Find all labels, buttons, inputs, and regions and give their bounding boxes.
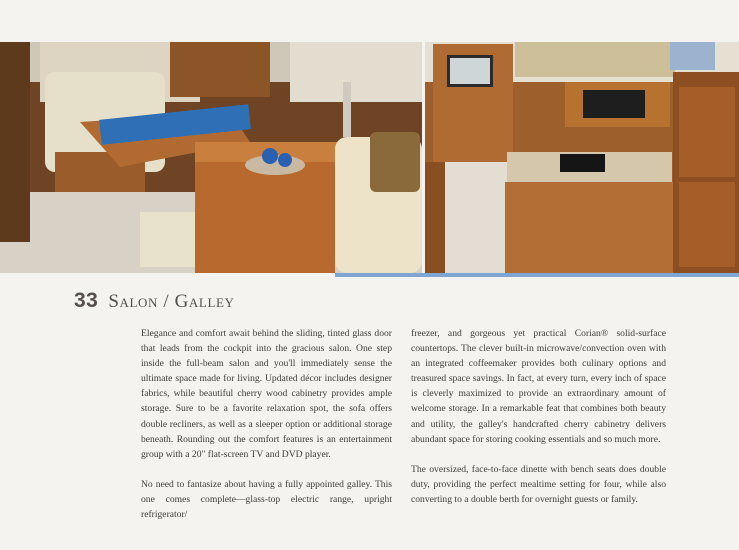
paragraph: freezer, and gorgeous yet practical Corian® solid-surface countertops. The clever built-in microwave/convection oven with an integrated coffeemaker provides both culinary options and treasured space savings. In fact, at every turn, every inch of space is cleverly maximized to provide an extraordinary amount of welcome storage. In a remarkable feat that combines both beauty and utility, the galley's handcrafted cherry cabinetry delivers abundant space for storing cooking essentials and so much more. (411, 328, 666, 445)
salon-illustration (0, 42, 422, 273)
paragraph: No need to fantasize about having a fully appointed galley. This one comes complete—glass-top electric range, upright refrigerator/ (141, 478, 392, 521)
galley-illustration (425, 42, 739, 273)
text-column-right (411, 326, 666, 507)
accent-rule (335, 273, 739, 277)
galley-photo (425, 42, 739, 273)
page-number: 33 (74, 289, 99, 312)
section-title: Salon / Galley (108, 291, 235, 312)
paragraph: The oversized, face-to-face dinette with bench seats does double duty, providing the perfect mealtime setting for four, while also converting to a double berth for overnight guests or family. (411, 463, 666, 505)
section-heading (74, 289, 235, 313)
paragraph: Elegance and comfort await behind the sliding, tinted glass door that leads from the cockpit into the gracious salon. One step inside the full-beam salon and you'll immediately sense the ultimate space made for living. Updated décor includes designer fabrics, while beautiful cherry wood cabinetry provides ample storage. Sure to be a favorite relaxation spot, the sofa offers double recliners, as well as a sleeper option or additional storage beneath. Rounding out the comfort features is an entertainment group with a 20" flat-screen TV and DVD player. (141, 328, 392, 460)
salon-photo (0, 42, 422, 273)
text-column-left (141, 326, 392, 522)
photo-strip (0, 42, 739, 273)
